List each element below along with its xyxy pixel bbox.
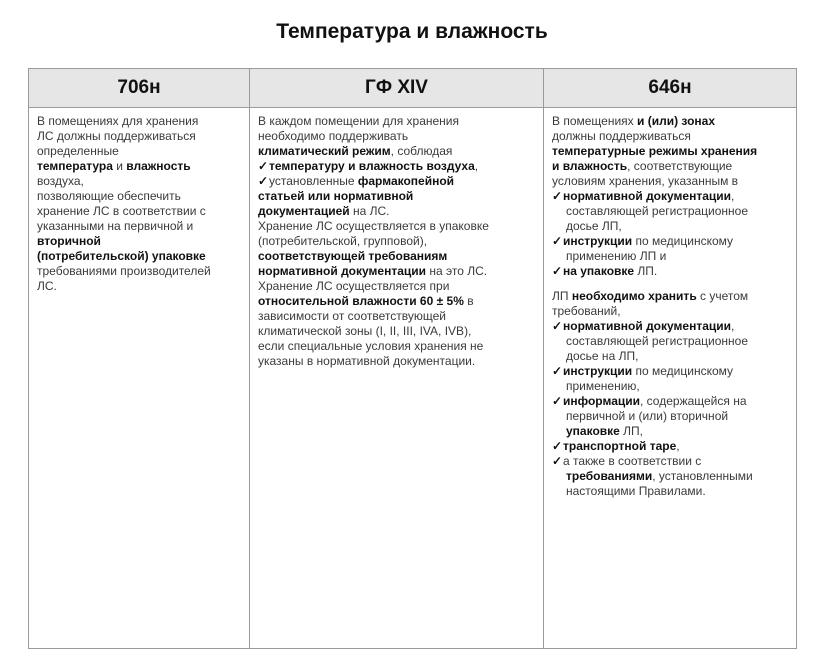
text-segment: и: [112, 159, 127, 173]
text-segment: , установленными: [652, 469, 753, 483]
text-line: [37, 114, 241, 129]
checkmark-icon: ✓: [258, 159, 269, 173]
text-line: [552, 219, 788, 234]
text-segment: инструкции: [563, 234, 633, 248]
text-line: [552, 129, 788, 144]
text-line: [552, 114, 788, 129]
text-line: [258, 249, 535, 264]
text-segment: В помещениях: [552, 114, 638, 128]
text-segment: необходимо поддерживать: [258, 129, 409, 143]
text-segment: ,: [676, 439, 680, 453]
text-segment: на упаковке: [563, 264, 635, 278]
page-title: Температура и влажность: [276, 20, 548, 43]
text-line: [552, 319, 788, 334]
text-segment: (потребительской, групповой),: [258, 234, 428, 248]
text-segment: требованиями производителей: [37, 264, 211, 278]
text-segment: в: [463, 294, 474, 308]
table-header-row: [29, 69, 797, 108]
text-segment: (потребительской) упаковке: [37, 249, 206, 263]
checkmark-icon: ✓: [552, 439, 563, 453]
text-segment: должны поддерживаться: [552, 129, 691, 143]
text-line: [37, 249, 241, 264]
text-segment: ,: [731, 319, 735, 333]
cell-646n: [544, 108, 797, 649]
text-line: [552, 439, 788, 454]
text-segment: указанными на первичной и: [37, 219, 194, 233]
text-line: [37, 159, 241, 174]
text-line: [258, 114, 535, 129]
text-segment: досье ЛП,: [566, 219, 622, 233]
column-header-646n: 646н: [544, 69, 797, 108]
text-segment: по медицинскому: [632, 364, 734, 378]
text-segment: В каждом помещении для хранения: [258, 114, 459, 128]
table-body-row: [29, 108, 797, 649]
text-segment: ,: [731, 189, 735, 203]
text-segment: соответствующей требованиям: [258, 249, 448, 263]
text-segment: температура: [37, 159, 113, 173]
text-segment: требованиями: [566, 469, 653, 483]
text-segment: транспортной таре: [563, 439, 677, 453]
text-segment: и (или) зонах: [637, 114, 716, 128]
text-line: [552, 304, 788, 319]
text-segment: зависимости от соответствующей: [258, 309, 446, 323]
text-line: [258, 354, 535, 369]
text-segment: требований,: [552, 304, 621, 318]
text-segment: влажность: [126, 159, 191, 173]
cell-gf-xiv: [250, 108, 544, 649]
text-segment: информации: [563, 394, 640, 408]
text-segment: составляющей регистрационное: [566, 334, 749, 348]
text-line: [552, 249, 788, 264]
checkmark-icon: ✓: [552, 454, 563, 468]
text-segment: установленные: [269, 174, 358, 188]
text-segment: , содержащейся на: [640, 394, 747, 408]
text-line: [258, 234, 535, 249]
text-segment: настоящими Правилами.: [566, 484, 706, 498]
text-segment: ЛС должны поддерживаться: [37, 129, 196, 143]
text-line: [258, 309, 535, 324]
comparison-table: [28, 68, 797, 649]
text-segment: документацией: [258, 204, 350, 218]
checkmark-icon: ✓: [552, 364, 563, 378]
text-segment: статьей или нормативной: [258, 189, 414, 203]
checkmark-icon: ✓: [552, 234, 563, 248]
text-line: [258, 294, 535, 309]
text-line: [37, 204, 241, 219]
text-line: [552, 159, 788, 174]
text-segment: досье на ЛП,: [566, 349, 639, 363]
text-segment: на ЛС.: [349, 204, 390, 218]
text-line: [552, 379, 788, 394]
text-line: [37, 219, 241, 234]
text-segment: и влажность: [552, 159, 628, 173]
text-line: [552, 424, 788, 439]
text-line: [552, 204, 788, 219]
text-segment: ЛП: [552, 289, 572, 303]
text-line: [258, 279, 535, 294]
text-segment: относительной влажности 60 ± 5%: [258, 294, 464, 308]
text-segment: ЛС.: [37, 279, 57, 293]
text-segment: температуру и влажность воздуха: [269, 159, 475, 173]
text-line: [258, 129, 535, 144]
text-line: [258, 159, 535, 174]
text-line: [552, 349, 788, 364]
text-segment: необходимо хранить: [571, 289, 697, 303]
text-line: [258, 339, 535, 354]
text-line: [552, 364, 788, 379]
text-segment: условиям хранения, указанным в: [552, 174, 739, 188]
text-segment: ,: [474, 159, 479, 173]
text-line: [37, 189, 241, 204]
paragraph-gap: [552, 279, 788, 289]
text-line: [552, 469, 788, 484]
column-header-gf-xiv: ГФ XIV: [250, 69, 544, 108]
text-segment: определенные: [37, 144, 119, 158]
text-line: [552, 454, 788, 469]
text-segment: фармакопейной: [357, 174, 455, 188]
checkmark-icon: ✓: [552, 319, 563, 333]
text-line: [552, 174, 788, 189]
text-line: [258, 144, 535, 159]
text-segment: Хранение ЛС осуществляется в упаковке: [258, 219, 489, 233]
text-segment: вторичной: [37, 234, 101, 248]
text-segment: позволяющие обеспечить: [37, 189, 181, 203]
column-header-706n: 706н: [29, 69, 250, 108]
text-segment: применению ЛП и: [566, 249, 667, 263]
text-segment: нормативной документации: [258, 264, 427, 278]
text-segment: хранение ЛС в соответствии с: [37, 204, 206, 218]
text-line: [37, 279, 241, 294]
text-segment: с учетом: [696, 289, 749, 303]
text-segment: В помещениях для хранения: [37, 114, 199, 128]
text-segment: воздуха,: [37, 174, 84, 188]
text-segment: ЛП.: [634, 264, 658, 278]
text-segment: если специальные условия хранения не: [258, 339, 484, 353]
text-segment: ЛП,: [619, 424, 644, 438]
text-line: [552, 144, 788, 159]
text-line: [258, 204, 535, 219]
checkmark-icon: ✓: [552, 189, 563, 203]
text-segment: а также в соответствии с: [563, 454, 702, 468]
text-segment: первичной и (или) вторичной: [566, 409, 729, 423]
text-line: [552, 189, 788, 204]
checkmark-icon: ✓: [258, 174, 269, 188]
text-segment: , соблюдая: [390, 144, 453, 158]
text-line: [552, 484, 788, 499]
checkmark-icon: ✓: [552, 264, 563, 278]
text-segment: на это ЛС.: [426, 264, 488, 278]
text-line: [552, 394, 788, 409]
text-segment: упаковке: [566, 424, 620, 438]
text-line: [552, 264, 788, 279]
text-segment: климатический режим: [258, 144, 391, 158]
text-segment: составляющей регистрационное: [566, 204, 749, 218]
text-segment: по медицинскому: [632, 234, 734, 248]
text-segment: Хранение ЛС осуществляется при: [258, 279, 450, 293]
text-line: [37, 174, 241, 189]
text-line: [258, 174, 535, 189]
text-segment: , соответствующие: [627, 159, 733, 173]
text-segment: нормативной документации: [563, 189, 732, 203]
text-line: [37, 234, 241, 249]
text-segment: температурные режимы хранения: [552, 144, 758, 158]
text-line: [258, 219, 535, 234]
text-line: [258, 324, 535, 339]
text-segment: инструкции: [563, 364, 633, 378]
text-segment: применению,: [566, 379, 640, 393]
text-line: [552, 409, 788, 424]
text-line: [552, 334, 788, 349]
text-line: [258, 189, 535, 204]
text-line: [37, 264, 241, 279]
text-line: [552, 289, 788, 304]
text-segment: климатической зоны (I, II, III, IVA, IVB),: [258, 324, 472, 338]
text-line: [258, 264, 535, 279]
text-line: [37, 129, 241, 144]
text-line: [552, 234, 788, 249]
checkmark-icon: ✓: [552, 394, 563, 408]
cell-706n: [29, 108, 250, 649]
text-segment: нормативной документации: [563, 319, 732, 333]
text-segment: указаны в нормативной документации.: [258, 354, 476, 368]
text-line: [37, 144, 241, 159]
